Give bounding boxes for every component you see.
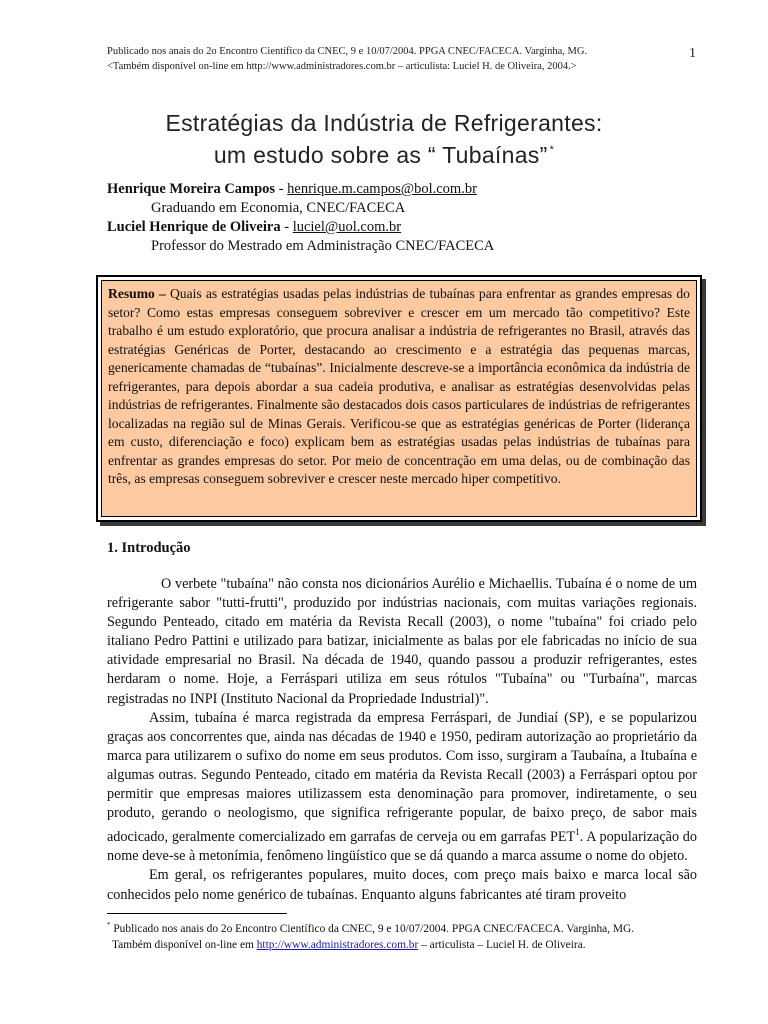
abstract-text: Quais as estratégias usadas pelas indústrias de tubaínas para enfrentar as grandes empresas do setor? Como estas empresas conseguem sobreviver e crescer em um mercado tão competitivo? Este trabalho é um estudo exploratório, que procura analisar a indústria de refrigerantes no Brasil, através das estratégias Genéricas de Porter, destacando ao crescimento e a estratégia das pequenas marcas, genericamente chamadas de “tubaínas”. Inicialmente descreve-se a importância econômica da indústria de refrigerantes, para depois abordar a sua cadeia produtiva, e analisar as estratégias desenvolvidas pelas indústrias de refrigerantes. Finalmente são destacados dois casos particulares de indústrias de refrigerantes localizadas na região sul de Minas Gerais. Verificou-se que as estratégias genéricas de Porter (liderança em custo, diferenciação e foco) explicam bem as estratégias usadas pelas indústrias de tubaínas para enfrentar as grandes empresas do setor. Por meio de concentração em uma delas, ou de combinação das três, as empresas conseguem sobreviver e crescer neste mercado hiper competitivo. — [108, 286, 690, 486]
title-line-1: Estratégias da Indústria de Refrigerantes: — [165, 110, 603, 136]
author-email-link[interactable]: henrique.m.campos@bol.com.br — [287, 181, 477, 197]
author-name: Henrique Moreira Campos — [107, 181, 276, 197]
paragraph-2 — [107, 709, 697, 867]
footnote-website-link[interactable]: http://www.administradores.com.br — [256, 938, 419, 951]
footnote-marker: * — [107, 921, 111, 929]
paragraph-3: Em geral, os refrigerantes populares, muito doces, com preço mais baixo e marca local são conhecidos pelo nome genérico de tubaínas. Enquanto alguns fabricantes até tiram proveito — [107, 867, 697, 903]
title-line-2-text: um estudo sobre as “ Tubaínas” — [213, 142, 548, 168]
header-line-2: <Também disponível on-line em http://www.administradores.com.br – articulista: Luciel H. de Oliveira, 2004.> — [107, 61, 577, 72]
page-number: 1 — [689, 46, 696, 61]
author-2-affiliation: Professor do Mestrado em Administração CNEC/FACECA — [151, 238, 495, 254]
footnote-line-2 — [107, 938, 707, 954]
footnote-text-prefix: Também disponível on-line em — [112, 938, 257, 951]
footnote-text: Publicado nos anais do 2o Encontro Científico da CNEC, 9 e 10/07/2004. PPGA CNEC/FACECA. Varginha, MG. — [110, 923, 635, 935]
author-name: Luciel Henrique de Oliveira — [107, 219, 281, 235]
footnote — [107, 918, 707, 953]
header-line-1: Publicado nos anais do 2o Encontro Científico da CNEC, 9 e 10/07/2004. PPGA CNEC/FACECA. Varginha, MG. — [107, 46, 588, 57]
author-separator: - — [280, 219, 293, 235]
paragraph-1: O verbete "tubaína" não consta nos dicionários Aurélio e Michaellis. Tubaína é o nome de um refrigerante sabor "tutti-frutti", produzido por indústrias nacionais, com muitas variações regionais. Segundo Penteado, citado em matéria da Revista Recall (2003), o nome "tubaína" foi criado pelo italiano Pedro Pattini e utilizado para batizar, inicialmente as balas por ele fabricadas no início de sua atividade empresarial no Brasil. Na década de 1940, quando passou a produzir refrigerantes, estes herdaram o nome. Hoje, a Ferráspari utiliza em seus rótulos "Tubaína" ou "Turbaína", marcas registradas no INPI (Instituto Nacional da Propriedade Industrial)". — [107, 576, 697, 707]
author-list — [107, 180, 697, 256]
title-footnote-marker: * — [549, 144, 555, 156]
footnote-text-suffix: – articulista – Luciel H. de Oliveira. — [418, 938, 586, 951]
introduction-body — [107, 575, 697, 905]
author-1 — [107, 180, 697, 199]
publication-header — [107, 44, 687, 74]
footnote-line-1 — [107, 918, 707, 938]
author-separator: - — [275, 181, 288, 197]
title-line-2 — [0, 137, 768, 169]
footnote-reference: 1 — [575, 827, 580, 838]
author-email-link[interactable]: luciel@uol.com.br — [292, 219, 402, 235]
footnote-divider — [107, 913, 287, 914]
section-heading-introduction: 1. Introdução — [107, 540, 191, 556]
paragraph-2-continuation: . A popularização do nome deve-se à metonímia, fenômeno lingüístico que se dá quando a marca assume o nome do objeto. — [107, 829, 697, 865]
abstract-label: Resumo – — [108, 286, 166, 301]
author-1-affiliation: Graduando em Economia, CNEC/FACECA — [151, 200, 406, 216]
paper-title — [0, 110, 768, 169]
author-2 — [107, 218, 697, 237]
paragraph-2-text: Assim, tubaína é marca registrada da empresa Ferráspari, de Jundiaí (SP), e se popularizou graças aos concorrentes que, ainda nas décadas de 1940 e 1950, pediram autorização ao proprietário da marca para utilizarem o sufixo do nome em seus produtos. Com isso, surgiram a Taubaína, a Itubaína e algumas outras. Segundo Penteado, citado em matéria da Revista Recall (2003) a Ferráspari optou por permitir que empresas maiores utilizassem esta denominação para promover, indiretamente, o seu produto, gerando o neologismo, que significa refrigerante popular, de baixo preço, de sabor mais adocicado, geralmente comercializado em garrafas de cerveja ou em garrafas PET — [107, 709, 697, 846]
abstract-box — [101, 280, 697, 517]
abstract-frame — [96, 275, 702, 522]
